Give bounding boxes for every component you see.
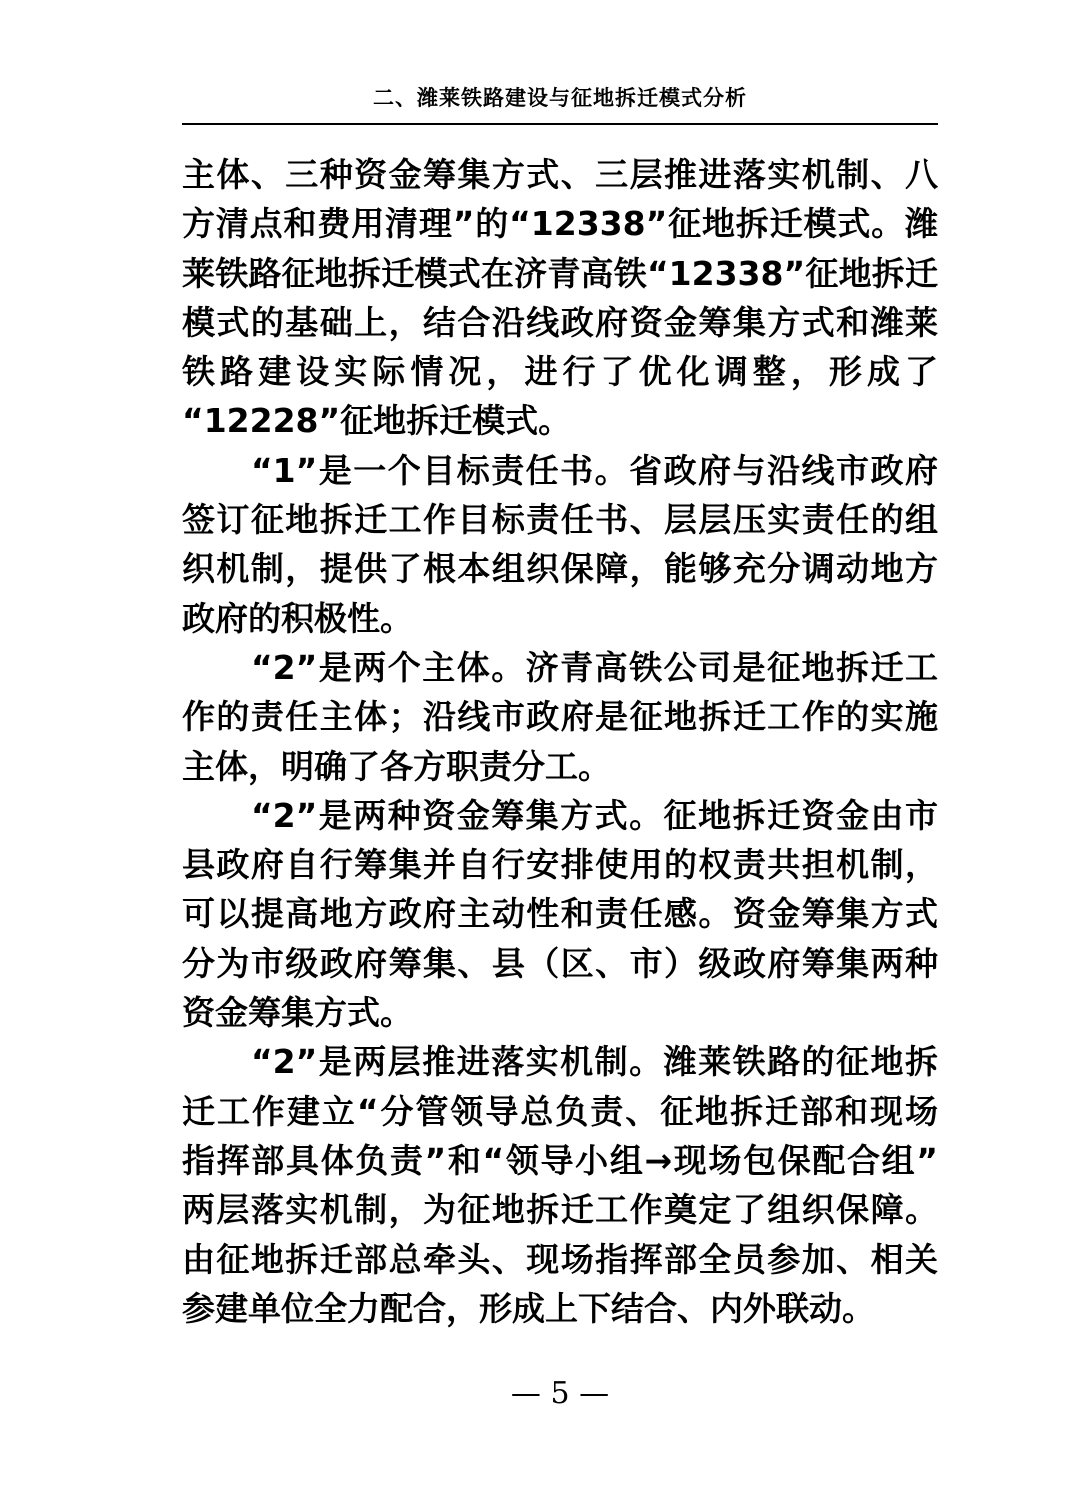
- text-line: 政府的积极性。: [182, 598, 413, 638]
- paragraph-intro: [182, 150, 938, 446]
- text-line: 主体、三种资金筹集方式、三层推进落实机制、八: [182, 155, 938, 194]
- text-line: 参建单位全力配合，形成上下结合、内外联动。: [182, 1288, 875, 1328]
- text-line: “2”是两个主体。济青高铁公司是征地拆迁工: [182, 647, 938, 687]
- text-line: 资金筹集方式。: [182, 993, 413, 1033]
- text-line: 方清点和费用清理”的“12338”征地拆迁模式。潍: [182, 204, 938, 244]
- paragraph-two-subjects: [182, 643, 938, 791]
- text-line: “2”是两层推进落实机制。潍莱铁路的征地拆: [182, 1042, 938, 1082]
- running-header: 二、潍莱铁路建设与征地拆迁模式分析: [373, 86, 747, 110]
- header-divider: [182, 123, 938, 125]
- paragraph-funding-methods: [182, 791, 938, 1037]
- text-line: 铁路建设实际情况，进行了优化调整，形成了: [182, 352, 938, 392]
- document-body: [182, 150, 938, 1333]
- text-line: 指挥部具体负责”和“领导小组→现场包保配合组”: [182, 1140, 938, 1180]
- text-line: 织机制，提供了根本组织保障，能够充分调动地方: [182, 549, 938, 589]
- text-line: 县政府自行筹集并自行安排使用的权责共担机制，: [182, 845, 938, 885]
- text-line: 由征地拆迁部总牵头、现场指挥部全员参加、相关: [182, 1239, 938, 1279]
- paragraph-implementation-mechanism: [182, 1037, 938, 1333]
- text-line: “2”是两种资金筹集方式。征地拆迁资金由市: [182, 795, 938, 835]
- text-line: 主体，明确了各方职责分工。: [182, 746, 611, 786]
- text-line: 迁工作建立“分管领导总负责、征地拆迁部和现场: [182, 1091, 938, 1131]
- text-line: 分为市级政府筹集、县（区、市）级政府筹集两种: [182, 943, 938, 983]
- text-line: 两层落实机制，为征地拆迁工作奠定了组织保障。: [182, 1190, 938, 1230]
- text-line: 签订征地拆迁工作目标责任书、层层压实责任的组: [182, 500, 938, 540]
- paragraph-target-responsibility: [182, 446, 938, 643]
- text-line: 模式的基础上，结合沿线政府资金筹集方式和潍莱: [182, 302, 938, 342]
- text-line: 莱铁路征地拆迁模式在济青高铁“12338”征地拆迁: [182, 253, 938, 293]
- text-line: 可以提高地方政府主动性和责任感。资金筹集方式: [182, 894, 938, 934]
- text-line: “1”是一个目标责任书。省政府与沿线市政府: [182, 450, 938, 490]
- text-line: “12228”征地拆迁模式。: [182, 401, 572, 441]
- text-line: 作的责任主体；沿线市政府是征地拆迁工作的实施: [182, 697, 938, 737]
- page-number: — 5 —: [510, 1376, 610, 1411]
